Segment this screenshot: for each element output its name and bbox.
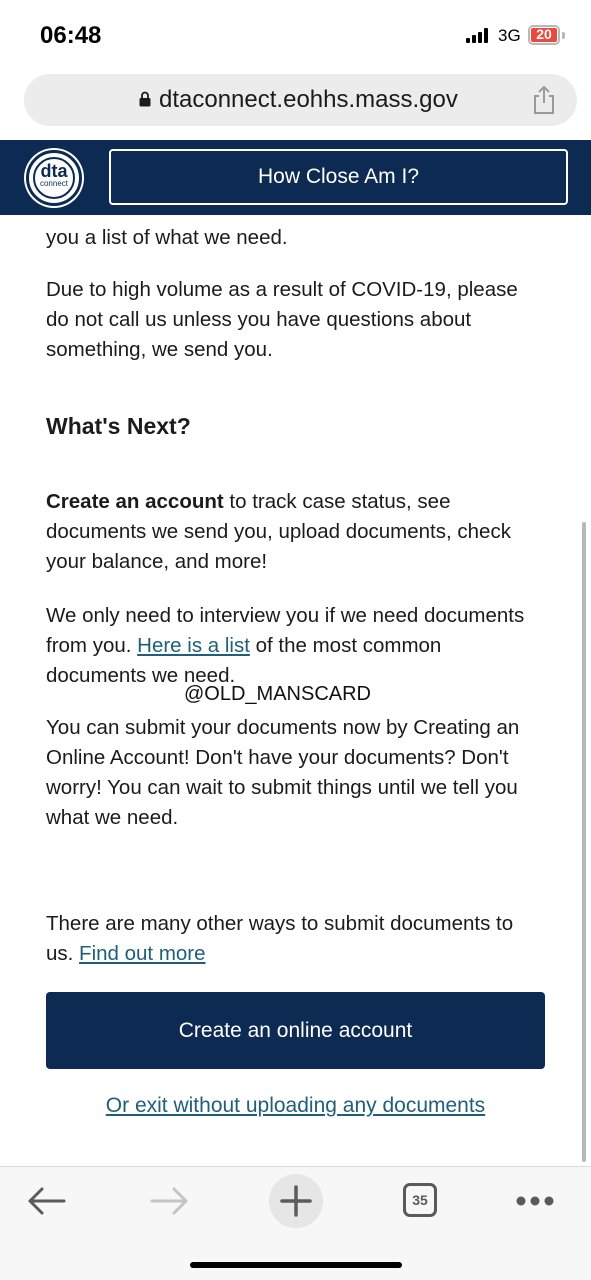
scrollbar[interactable]: [582, 522, 586, 1162]
battery-level: 20: [536, 26, 552, 42]
other-ways-paragraph: [46, 909, 546, 969]
exit-without-uploading-link[interactable]: Or exit without uploading any documents: [105, 1094, 486, 1117]
interview-paragraph: [46, 601, 546, 691]
partial-paragraph: you a list of what we need.: [46, 226, 288, 249]
here-is-a-list-link[interactable]: Here is a list: [137, 634, 250, 657]
more-dots-icon[interactable]: [507, 1177, 563, 1225]
interview-text-2: of the most common documents we need.: [46, 634, 442, 687]
watermark-text: @OLD_MANSCARD: [184, 683, 372, 705]
home-indicator[interactable]: [190, 1262, 402, 1268]
battery-tip: [562, 32, 565, 39]
interview-text-1: We only need to interview you if we need documents from you.: [46, 604, 525, 657]
site-header: [0, 140, 591, 215]
dta-logo[interactable]: [26, 150, 82, 206]
signal-icon: [466, 28, 490, 43]
logo-main-text: dta: [40, 161, 68, 181]
covid-notice: Due to high volume as a result of COVID-19, please do not call us unless you have questions about something, we send you.: [46, 278, 518, 361]
submit-now-paragraph: You can submit your documents now by Creating an Online Account! Don't have your documents? Don't worry! You can wait to submit things until we tell you what we need.: [46, 716, 520, 829]
tabs-icon[interactable]: 35: [403, 1183, 437, 1217]
status-time: 06:48: [40, 22, 102, 49]
find-out-more-link[interactable]: Find out more: [79, 942, 206, 965]
whats-next-heading: What's Next?: [46, 413, 191, 439]
create-account-text: to track case status, see documents we send you, upload documents, check your balance, and more!: [46, 490, 511, 573]
forward-arrow-icon[interactable]: [142, 1177, 198, 1225]
create-account-paragraph: [46, 487, 546, 577]
url-text[interactable]: dtaconnect.eohhs.mass.gov: [159, 86, 458, 113]
share-icon[interactable]: [530, 85, 558, 115]
battery-icon: [528, 25, 560, 45]
new-tab-plus-icon[interactable]: [268, 1173, 324, 1229]
logo-sub-text: connect: [39, 179, 69, 188]
how-close-button[interactable]: How Close Am I?: [109, 149, 568, 205]
create-online-account-button[interactable]: Create an online account: [46, 992, 545, 1069]
back-arrow-icon[interactable]: [18, 1177, 74, 1225]
address-bar[interactable]: [24, 74, 577, 126]
create-account-bold: Create an account: [46, 490, 224, 513]
network-type: 3G: [498, 26, 521, 45]
status-bar: [0, 0, 591, 68]
lock-icon: [139, 91, 151, 107]
other-ways-text: There are many other ways to submit documents to us.: [46, 912, 514, 965]
